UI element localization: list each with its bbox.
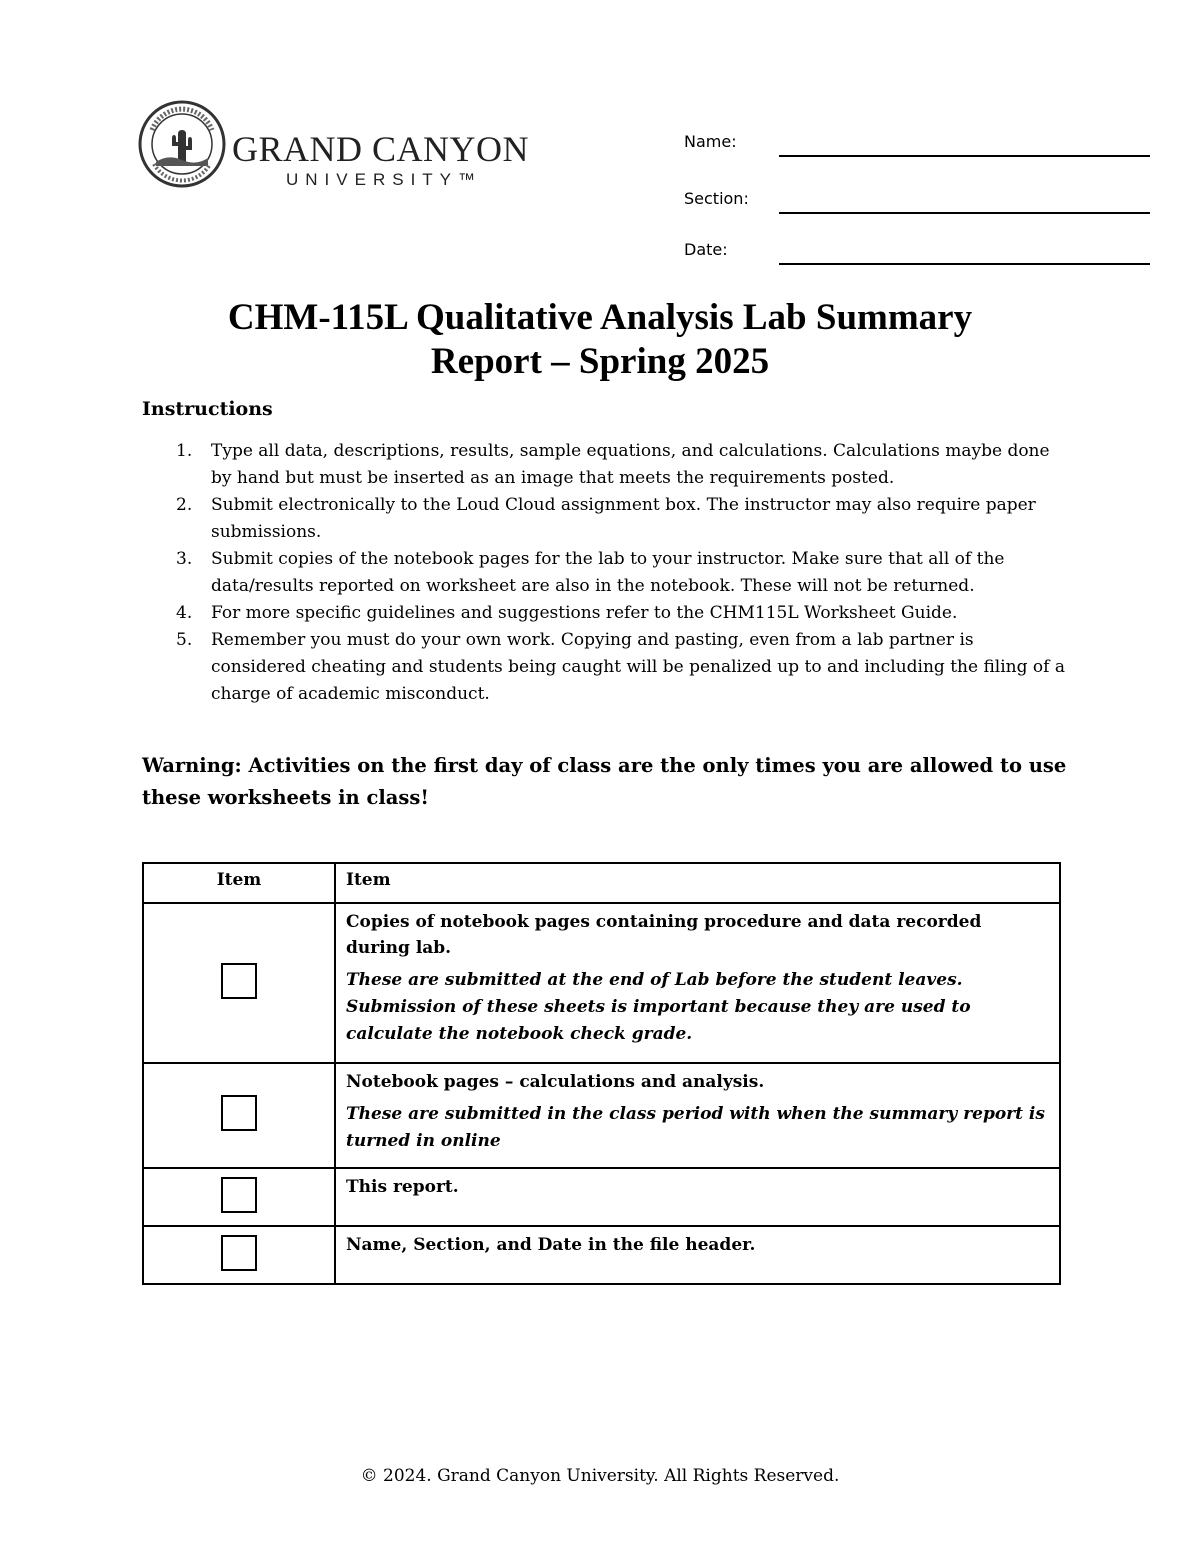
page-title	[100, 296, 1100, 384]
checklist-item-note: These are submitted in the class period with when the summary report is turned in online	[346, 1104, 1045, 1151]
table-row	[143, 1063, 1060, 1168]
name-label: Name:	[684, 132, 737, 151]
checklist-item-text: Name, Section, and Date in the file header.	[346, 1235, 756, 1255]
date-input-line[interactable]	[779, 263, 1150, 265]
section-label: Section:	[684, 189, 749, 208]
name-input-line[interactable]	[779, 155, 1150, 157]
column-header-item: Item	[335, 863, 1060, 903]
title-line-2: Report – Spring 2025	[430, 341, 770, 382]
copyright-footer: © 2024. Grand Canyon University. All Rights Reserved.	[360, 1466, 840, 1486]
title-line-1: CHM-115L Qualitative Analysis Lab Summary	[227, 297, 973, 338]
logo-subwordmark: UNIVERSITY™	[286, 170, 483, 189]
checkbox-this-report[interactable]	[221, 1177, 257, 1213]
checkbox-notebook-calculations[interactable]	[221, 1095, 257, 1131]
instructions-list	[142, 438, 1072, 708]
instructions-heading: Instructions	[142, 398, 273, 420]
checkbox-file-header[interactable]	[221, 1235, 257, 1271]
submission-checklist-table	[142, 862, 1061, 1285]
name-field[interactable]	[684, 127, 1150, 157]
column-header-check: Item	[143, 863, 335, 903]
checklist-item-text: This report.	[346, 1177, 459, 1197]
university-seal-icon	[138, 100, 226, 188]
instruction-item: 2. Submit electronically to the Loud Cloud assignment box. The instructor may also require paper submissions.	[176, 495, 1036, 542]
instruction-item: 5. Remember you must do your own work. Copying and pasting, even from a lab partner is considered cheating and students being caught will be penalized up to and including the filing of a charge of academic misconduct.	[176, 630, 1065, 704]
instruction-item: 4. For more specific guidelines and suggestions refer to the CHM115L Worksheet Guide.	[176, 603, 958, 623]
date-field[interactable]	[684, 235, 1150, 265]
date-label: Date:	[684, 240, 728, 259]
warning-text: Warning: Activities on the first day of class are the only times you are allowed to use these worksheets in class!	[142, 754, 1067, 809]
table-row	[143, 903, 1060, 1063]
table-row	[143, 1168, 1060, 1226]
table-row	[143, 1226, 1060, 1284]
checklist-item-text: Notebook pages – calculations and analysis.	[346, 1072, 765, 1092]
section-field[interactable]	[684, 184, 1150, 214]
table-header-row	[143, 863, 1060, 903]
instruction-item: 3. Submit copies of the notebook pages for the lab to your instructor. Make sure that all of the data/results reported on worksheet are also in the notebook. These will not be returned.	[176, 549, 1005, 596]
checklist-item-note: These are submitted at the end of Lab before the student leaves. Submission of these sheets is important because they are used to calculate the notebook check grade.	[346, 970, 971, 1044]
checklist-item-text: Copies of notebook pages containing procedure and data recorded during lab.	[346, 912, 982, 958]
university-logo	[138, 100, 538, 190]
instruction-item: 1. Type all data, descriptions, results, sample equations, and calculations. Calculations maybe done by hand but must be inserted as an image that meets the requirements posted.	[176, 441, 1050, 488]
logo-wordmark: GRAND CANYON	[232, 129, 530, 169]
checkbox-notebook-copies[interactable]	[221, 963, 257, 999]
section-input-line[interactable]	[779, 212, 1150, 214]
